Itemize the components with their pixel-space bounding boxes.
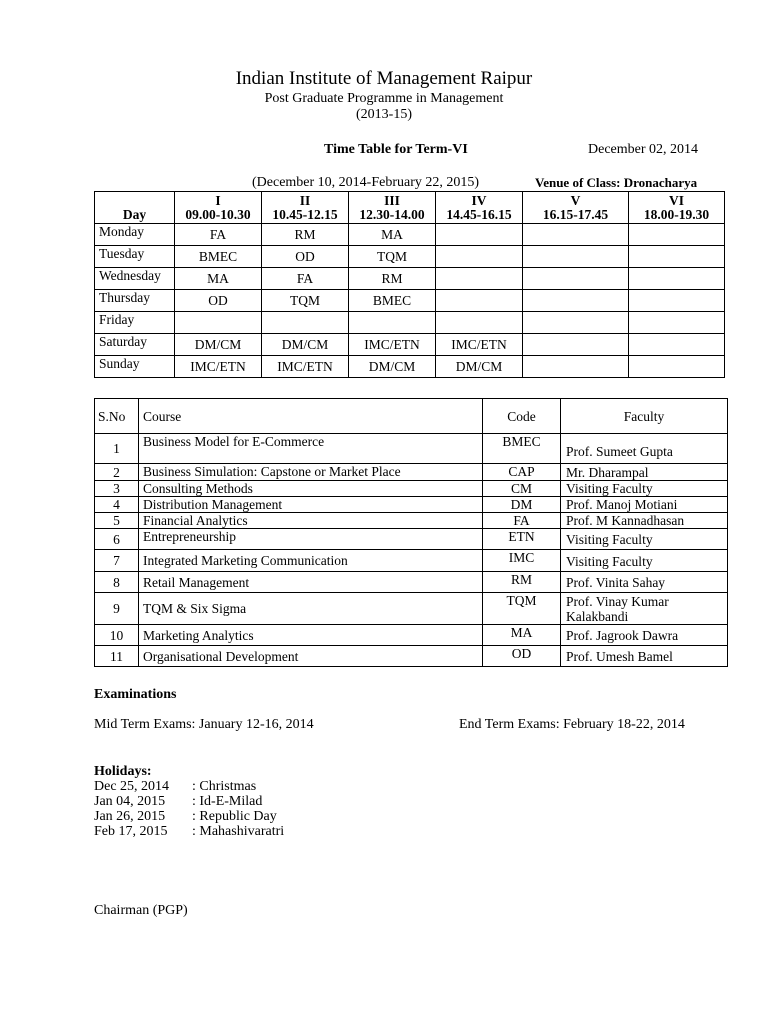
session-cell bbox=[523, 224, 629, 246]
session-cell: DM/CM bbox=[175, 334, 262, 356]
course-row bbox=[95, 513, 728, 529]
session-cell: TQM bbox=[262, 290, 349, 312]
timetable-grid bbox=[94, 191, 725, 378]
holiday-name: : Christmas bbox=[192, 779, 257, 794]
session-cell bbox=[523, 290, 629, 312]
holiday-date: Dec 25, 2014 bbox=[94, 779, 170, 794]
course-faculty: Prof. Umesh Bamel bbox=[561, 646, 728, 667]
course-faculty: Prof. Sumeet Gupta bbox=[561, 434, 728, 464]
session-cell bbox=[436, 246, 523, 268]
timetable-row bbox=[95, 268, 725, 290]
course-faculty bbox=[561, 593, 728, 625]
slot-roman: II bbox=[299, 193, 311, 208]
day-cell: Tuesday bbox=[95, 246, 175, 268]
timetable-row bbox=[95, 356, 725, 378]
session-cell: FA bbox=[262, 268, 349, 290]
session-cell: IMC/ETN bbox=[349, 334, 436, 356]
course-row bbox=[95, 646, 728, 667]
session-cell bbox=[436, 268, 523, 290]
session-cell bbox=[523, 312, 629, 334]
course-row bbox=[95, 464, 728, 481]
course-sno: 2 bbox=[95, 464, 139, 481]
course-name: Integrated Marketing Communication bbox=[139, 550, 483, 572]
slot-time: 18.00-19.30 bbox=[643, 207, 710, 222]
course-sno: 6 bbox=[95, 529, 139, 550]
holiday-date: Jan 26, 2015 bbox=[94, 809, 166, 824]
session-cell bbox=[175, 312, 262, 334]
course-header: Course bbox=[139, 399, 483, 434]
session-cell: OD bbox=[262, 246, 349, 268]
course-row bbox=[95, 481, 728, 497]
timetable-row bbox=[95, 246, 725, 268]
course-sno: 3 bbox=[95, 481, 139, 497]
timetable-row bbox=[95, 224, 725, 246]
holiday-name: : Mahashivaratri bbox=[192, 824, 285, 839]
issue-date: December 02, 2014 bbox=[588, 142, 699, 157]
timetable-row bbox=[95, 334, 725, 356]
course-table bbox=[94, 398, 728, 667]
course-sno: 9 bbox=[95, 593, 139, 625]
slot-time: 09.00-10.30 bbox=[185, 207, 251, 222]
holiday-name: : Republic Day bbox=[192, 809, 277, 824]
slot-time: 12.30-14.00 bbox=[359, 207, 425, 222]
session-cell: DM/CM bbox=[262, 334, 349, 356]
examinations-heading: Examinations bbox=[94, 687, 177, 702]
slot-roman: V bbox=[570, 193, 581, 208]
course-code: OD bbox=[483, 646, 561, 667]
slot-roman: I bbox=[215, 193, 221, 208]
course-row bbox=[95, 434, 728, 464]
day-cell: Thursday bbox=[95, 290, 175, 312]
session-cell: DM/CM bbox=[349, 356, 436, 378]
course-faculty: Visiting Faculty bbox=[561, 529, 728, 550]
timetable-row bbox=[95, 290, 725, 312]
course-code: CAP bbox=[483, 464, 561, 481]
faculty-line: Prof. Vinay Kumar bbox=[566, 594, 669, 609]
session-cell bbox=[523, 356, 629, 378]
day-cell: Wednesday bbox=[95, 268, 175, 290]
session-cell: RM bbox=[262, 224, 349, 246]
session-cell bbox=[629, 224, 725, 246]
sno-header: S.No bbox=[95, 399, 139, 434]
slot-time: 16.15-17.45 bbox=[542, 207, 609, 222]
course-faculty: Mr. Dharampal bbox=[561, 464, 728, 481]
session-cell: BMEC bbox=[175, 246, 262, 268]
session-cell bbox=[349, 312, 436, 334]
slot-roman: IV bbox=[471, 193, 487, 208]
venue-label: Venue of Class: Dronacharya bbox=[535, 175, 698, 190]
session-cell: DM/CM bbox=[436, 356, 523, 378]
course-name: Organisational Development bbox=[139, 646, 483, 667]
slot-time: 14.45-16.15 bbox=[446, 207, 512, 222]
holidays-heading: Holidays: bbox=[94, 764, 152, 779]
course-code: CM bbox=[483, 481, 561, 497]
holiday-name: : Id-E-Milad bbox=[192, 794, 263, 809]
session-cell: MA bbox=[349, 224, 436, 246]
course-name: Marketing Analytics bbox=[139, 625, 483, 646]
session-cell bbox=[523, 268, 629, 290]
course-code: TQM bbox=[483, 593, 561, 625]
course-sno: 5 bbox=[95, 513, 139, 529]
term-dates: (December 10, 2014-February 22, 2015) bbox=[252, 175, 480, 190]
programme-years: (2013-15) bbox=[356, 107, 412, 122]
holiday-date: Jan 04, 2015 bbox=[94, 794, 166, 809]
session-cell bbox=[629, 334, 725, 356]
course-sno: 11 bbox=[95, 646, 139, 667]
course-name: Retail Management bbox=[139, 572, 483, 593]
course-sno: 1 bbox=[95, 434, 139, 464]
session-cell bbox=[436, 224, 523, 246]
day-cell: Saturday bbox=[95, 334, 175, 356]
slot-roman: VI bbox=[668, 193, 684, 208]
session-cell: FA bbox=[175, 224, 262, 246]
slot-header bbox=[262, 192, 349, 224]
mid-term-exams: Mid Term Exams: January 12-16, 2014 bbox=[94, 717, 314, 732]
session-cell: TQM bbox=[349, 246, 436, 268]
course-row bbox=[95, 529, 728, 550]
session-cell bbox=[436, 290, 523, 312]
course-sno: 10 bbox=[95, 625, 139, 646]
course-name: Business Model for E-Commerce bbox=[139, 434, 483, 464]
slot-roman: III bbox=[384, 193, 400, 208]
session-cell bbox=[629, 246, 725, 268]
course-row bbox=[95, 593, 728, 625]
session-cell bbox=[629, 356, 725, 378]
timetable-row bbox=[95, 312, 725, 334]
session-cell: IMC/ETN bbox=[262, 356, 349, 378]
faculty-header: Faculty bbox=[561, 399, 728, 434]
course-name: Business Simulation: Capstone or Market Place bbox=[139, 464, 483, 481]
timetable-header-row bbox=[95, 192, 725, 224]
session-cell bbox=[523, 334, 629, 356]
course-row bbox=[95, 497, 728, 513]
end-term-exams: End Term Exams: February 18-22, 2014 bbox=[459, 717, 685, 732]
course-faculty: Prof. Manoj Motiani bbox=[561, 497, 728, 513]
course-code: RM bbox=[483, 572, 561, 593]
course-row bbox=[95, 625, 728, 646]
session-cell bbox=[262, 312, 349, 334]
course-faculty: Prof. Vinita Sahay bbox=[561, 572, 728, 593]
course-header-row bbox=[95, 399, 728, 434]
course-code: DM bbox=[483, 497, 561, 513]
course-name: Consulting Methods bbox=[139, 481, 483, 497]
course-name: Financial Analytics bbox=[139, 513, 483, 529]
session-cell: RM bbox=[349, 268, 436, 290]
course-row bbox=[95, 572, 728, 593]
day-column-header: Day bbox=[95, 192, 175, 224]
course-code: MA bbox=[483, 625, 561, 646]
day-cell: Monday bbox=[95, 224, 175, 246]
session-cell bbox=[629, 312, 725, 334]
course-faculty: Visiting Faculty bbox=[561, 481, 728, 497]
course-code: FA bbox=[483, 513, 561, 529]
slot-header bbox=[349, 192, 436, 224]
course-sno: 7 bbox=[95, 550, 139, 572]
slot-time: 10.45-12.15 bbox=[272, 207, 338, 222]
session-cell bbox=[629, 290, 725, 312]
course-faculty: Visiting Faculty bbox=[561, 550, 728, 572]
slot-header bbox=[629, 192, 725, 224]
faculty-line: Kalakbandi bbox=[566, 609, 629, 624]
signature-chairman: Chairman (PGP) bbox=[94, 903, 188, 918]
slot-header bbox=[436, 192, 523, 224]
course-code: BMEC bbox=[483, 434, 561, 464]
day-cell: Sunday bbox=[95, 356, 175, 378]
session-cell: BMEC bbox=[349, 290, 436, 312]
course-code: IMC bbox=[483, 550, 561, 572]
course-sno: 8 bbox=[95, 572, 139, 593]
programme-subtitle: Post Graduate Programme in Management bbox=[264, 91, 504, 106]
course-name: TQM & Six Sigma bbox=[139, 593, 483, 625]
slot-header bbox=[523, 192, 629, 224]
institute-title: Indian Institute of Management Raipur bbox=[235, 68, 533, 89]
session-cell bbox=[629, 268, 725, 290]
code-header: Code bbox=[483, 399, 561, 434]
course-faculty: Prof. Jagrook Dawra bbox=[561, 625, 728, 646]
session-cell: OD bbox=[175, 290, 262, 312]
course-faculty: Prof. M Kannadhasan bbox=[561, 513, 728, 529]
session-cell: IMC/ETN bbox=[175, 356, 262, 378]
session-cell bbox=[523, 246, 629, 268]
course-sno: 4 bbox=[95, 497, 139, 513]
course-name: Distribution Management bbox=[139, 497, 483, 513]
course-code: ETN bbox=[483, 529, 561, 550]
session-cell bbox=[436, 312, 523, 334]
course-name: Entrepreneurship bbox=[139, 529, 483, 550]
timetable-title: Time Table for Term-VI bbox=[324, 142, 468, 157]
session-cell: MA bbox=[175, 268, 262, 290]
holiday-date: Feb 17, 2015 bbox=[94, 824, 168, 839]
session-cell: IMC/ETN bbox=[436, 334, 523, 356]
course-row bbox=[95, 550, 728, 572]
slot-header bbox=[175, 192, 262, 224]
day-cell: Friday bbox=[95, 312, 175, 334]
